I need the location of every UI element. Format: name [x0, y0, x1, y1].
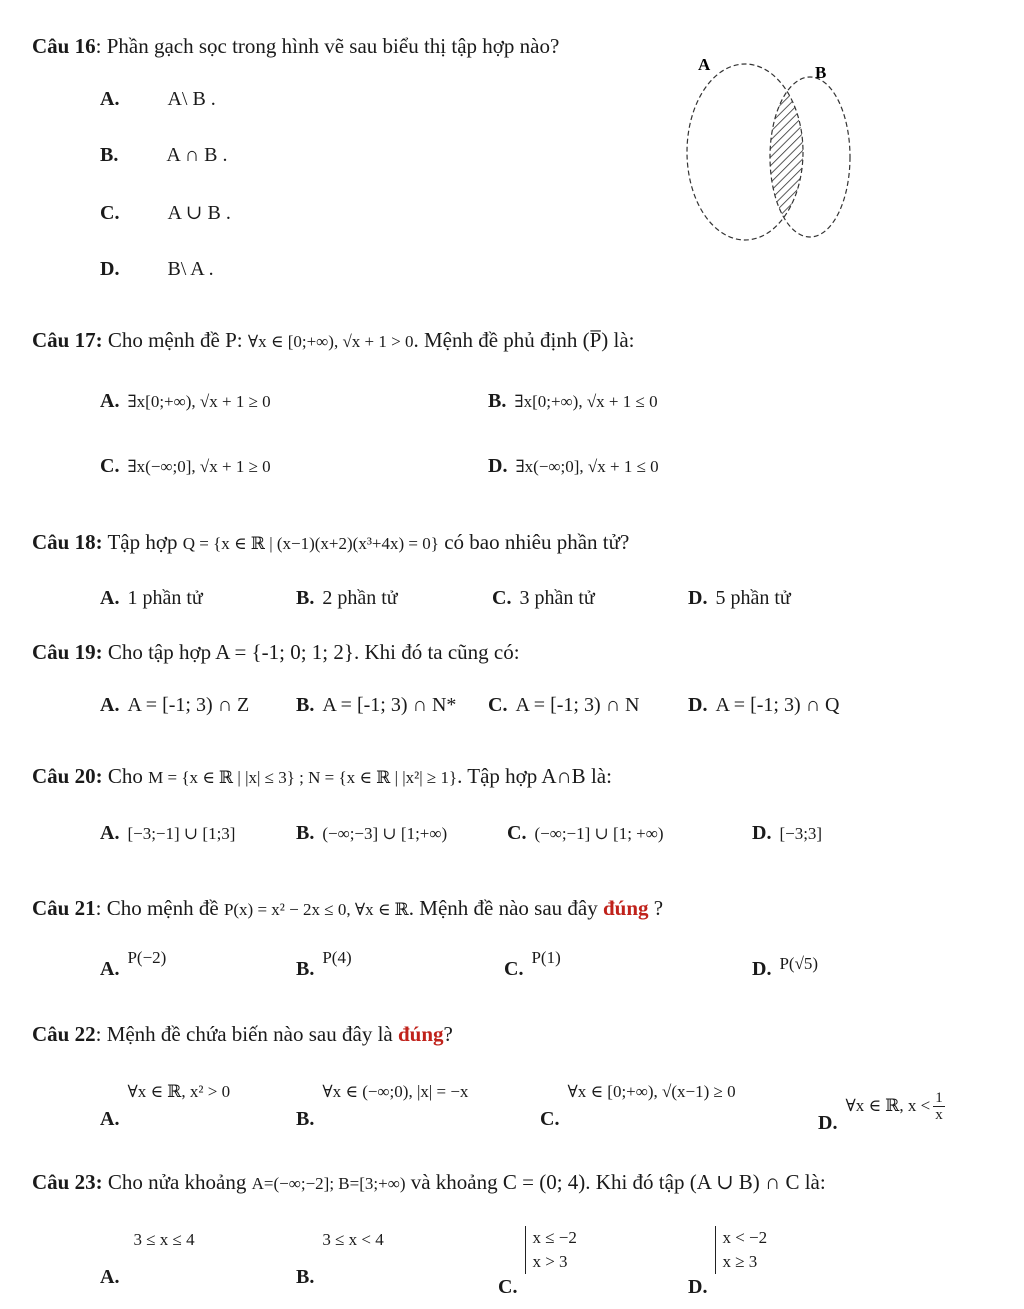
emphasis-correct: đúng [397, 1022, 444, 1046]
question-18: Câu 18: Tập hợp Q = {x ∈ ℝ | (x−1)(x+2)(x³+4x) = 0} có bao nhiêu phần tử? [32, 530, 630, 554]
q16-option-d[interactable]: D. B\ A . [100, 258, 214, 280]
q20-option-c[interactable]: C. (−∞;−1] ∪ [1; +∞) [507, 822, 664, 844]
q23-option-c[interactable]: C. x ≤ −2 x > 3 [498, 1228, 577, 1298]
q21-option-b[interactable]: B.$^{P(4)}$ [296, 948, 352, 980]
q18-option-d[interactable]: D. 5 phần tử [688, 587, 791, 609]
q22-option-d[interactable]: $D._{\forall x \in ℝ, x <}$ $\frac{1}{x}$ [818, 1090, 943, 1135]
question-23: Câu 23: Cho nửa khoảng A=(−∞;−2]; B=[3;+∞) và khoảng C = (0; 4). Khi đó tập (A ∪ B) ∩ C là: [32, 1170, 826, 1194]
sets-m-n: M = {x ∈ ℝ | |x| ≤ 3} ; N = {x ∈ ℝ | |x²| ≥ 1} [148, 768, 458, 787]
q18-option-b[interactable]: B. 2 phần tử [296, 587, 398, 609]
question-22: Câu 22: Mệnh đề chứa biến nào sau đây là đúng? [32, 1022, 453, 1046]
q18-option-c[interactable]: C. 3 phần tử [492, 587, 595, 609]
q21-option-d[interactable]: D. $^{P(√5)}$ [752, 954, 819, 980]
q19-option-b[interactable]: B. A = [-1; 3) ∩ N* [296, 694, 457, 716]
q23-option-d[interactable]: D. x < −2 x ≥ 3 [688, 1228, 768, 1298]
question-16 [32, 34, 559, 59]
proposition-px: P(x) = x² − 2x ≤ 0, ∀x ∈ ℝ [223, 900, 409, 919]
question-17: Câu 17: Cho mệnh đề P: ∀x ∈ [0;+∞), √x + 1 > 0. Mệnh đề phủ định (P̅) là: [32, 328, 635, 352]
q17-option-a[interactable]: A. ∃x[0;+∞), √x + 1 ≥ 0 [100, 390, 271, 412]
sets-a-b: A=(−∞;−2]; B=[3;+∞) [251, 1174, 406, 1193]
q22-option-c[interactable]: C.∀x ∈ [0;+∞), √(x−1) ≥ 0 [540, 1082, 736, 1130]
q16-option-b[interactable]: B. A ∩ B . [100, 144, 228, 166]
question-19: Câu 19: Cho tập hợp A = {-1; 0; 1; 2}. Khi đó ta cũng có: [32, 640, 520, 664]
q18-option-a[interactable]: A. 1 phần tử [100, 587, 203, 609]
q19-option-a[interactable]: A. A = [-1; 3) ∩ Z [100, 694, 250, 716]
q19-option-d[interactable]: D. A = [-1; 3) ∩ Q [688, 694, 840, 716]
q21-option-c[interactable]: C.$^{P(1)}$ [504, 948, 561, 980]
question-text: : Phần gạch sọc trong hình vẽ sau biểu thị tập hợp nào? [95, 34, 560, 58]
question-label: Câu 16 [32, 34, 96, 58]
proposition-p: ∀x ∈ [0;+∞), √x + 1 > 0 [247, 332, 414, 351]
q16-option-a[interactable]: A. A\ B . [100, 88, 216, 110]
q17-option-d[interactable]: D. ∃x(−∞;0], √x + 1 ≤ 0 [488, 455, 659, 477]
set-q: Q = {x ∈ ℝ | (x−1)(x+2)(x³+4x) = 0} [182, 534, 439, 553]
q20-option-a[interactable]: A. [−3;−1] ∪ [1;3] [100, 822, 236, 844]
q16-option-c[interactable]: C. A ∪ B . [100, 202, 231, 224]
q23-option-a[interactable]: A.3 ≤ x ≤ 4 [100, 1230, 195, 1288]
system-bracket: x < −2 x ≥ 3 [715, 1226, 767, 1274]
q20-option-d[interactable]: D. [−3;3] [752, 822, 823, 844]
q19-option-c[interactable]: C. A = [-1; 3) ∩ N [488, 694, 640, 716]
set-b-label: B [815, 63, 827, 82]
system-bracket: x ≤ −2 x > 3 [525, 1226, 576, 1274]
negation-symbol: (P̅) [582, 328, 609, 352]
set-a-label: A [698, 55, 711, 74]
emphasis-correct: đúng [603, 896, 649, 920]
q21-option-a[interactable]: A.$^{P(-2)}$ [100, 948, 167, 980]
q22-option-b[interactable]: B.∀x ∈ (−∞;0), |x| = −x [296, 1082, 469, 1130]
q22-option-a[interactable]: A.∀x ∈ ℝ, x² > 0 [100, 1082, 231, 1130]
venn-diagram [680, 52, 860, 247]
q17-option-c[interactable]: C. ∃x(−∞;0], √x + 1 ≥ 0 [100, 455, 271, 477]
q17-option-b[interactable]: B. ∃x[0;+∞), √x + 1 ≤ 0 [488, 390, 658, 412]
fraction: $\frac{1}{x}$ [935, 1090, 943, 1123]
q23-option-b[interactable]: B.3 ≤ x < 4 [296, 1230, 384, 1288]
question-21: Câu 21: Cho mệnh đề P(x) = x² − 2x ≤ 0, ∀x ∈ ℝ. Mệnh đề nào sau đây đúng ? [32, 896, 664, 920]
q20-option-b[interactable]: B. (−∞;−3] ∪ [1;+∞) [296, 822, 448, 844]
question-20: Câu 20: Cho M = {x ∈ ℝ | |x| ≤ 3} ; N = {x ∈ ℝ | |x²| ≥ 1}. Tập hợp A∩B là: [32, 764, 612, 788]
